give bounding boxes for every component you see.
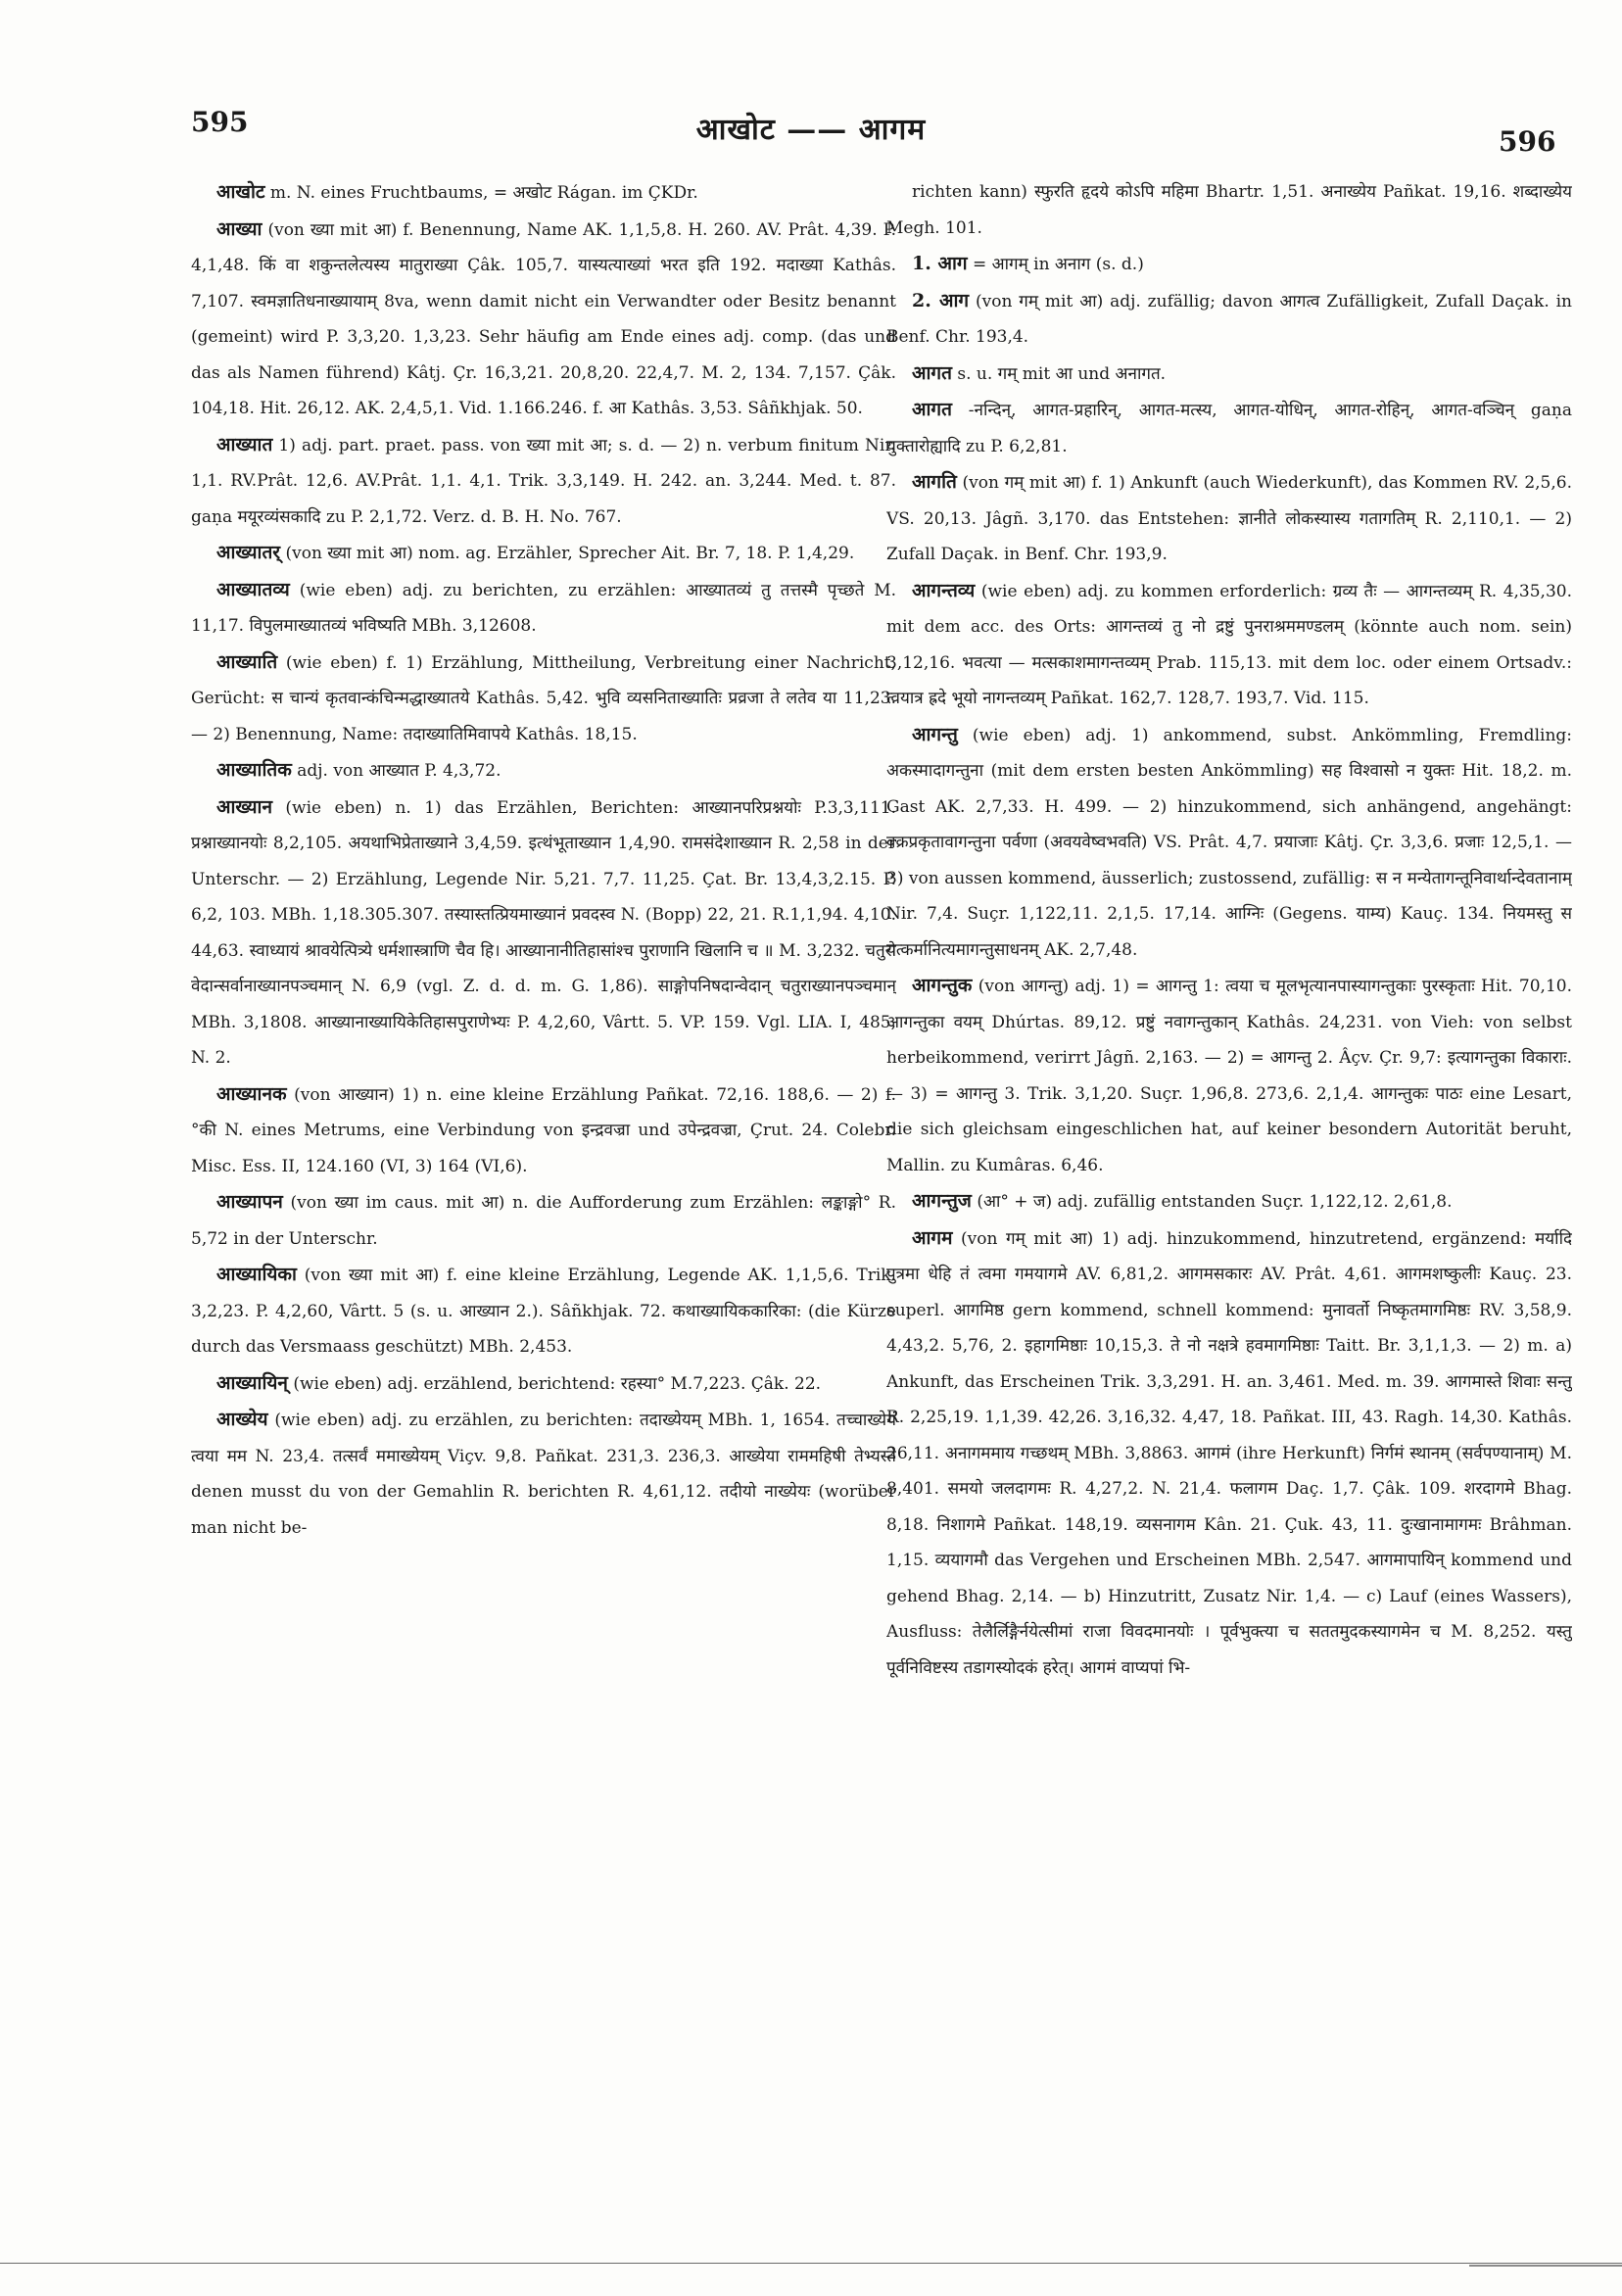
dictionary-entry (191, 645, 896, 753)
dictionary-entry (191, 1402, 896, 1546)
entry-text: m. N. eines Fruchtbaums, = अखोट Rágan. im ÇKDr. (269, 183, 698, 203)
entry-headword: आगत (912, 361, 952, 384)
dictionary-entry (191, 1257, 896, 1365)
dictionary-entry (191, 572, 896, 645)
entry-text: s. u. गम् mit आ und अनागत. (957, 363, 1167, 384)
dictionary-entry (191, 1365, 896, 1403)
entry-text: (wie eben) n. 1) das Erzählen, Berichten: आख्यानपरिप्रश्नयोः P.3,3,111. प्रश्नाख्यानयोः 8,2,105. अयथाभिप्रेताख्याने 3,4,59. इत्थंभूताख्यान 1,4,90. रामसंदेशाख्यान R. 2,58 in der Unterschr. — 2) Erzählung, Legende Nir. 5,21. 7,7. 11,25. Çat. Br. 13,4,3,2.15. P. 6,2, 103. MBh. 1,18.305.307. तस्यास्तत्प्रियमाख्यानं प्रवदस्व N. (Bopp) 22, 21. R.1,1,94. 4,10. 44,63. स्वाध्यायं श्रावयेत्पित्र्ये धर्मशास्त्राणि चैव हि। आख्यानानीतिहासांश्च पुराणानि खिलानि च ॥ M. 3,232. चतुरो वेदान्सर्वानाख्यानपञ्चमान् N. 6,9 (vgl. Z. d. d. m. G. 1,86). साङ्गोपनिषदान्वेदान् चतुराख्यानपञ्चमान् MBh. 3,1808. आख्यानाख्यायिकेतिहासपुराणेभ्यः P. 4,2,60, Vârtt. 5. VP. 159. Vgl. LIA. I, 485, N. 2. (191, 797, 896, 1068)
entry-headword: आगन्तव्य (912, 579, 976, 601)
entry-text: (wie eben) adj. erzählend, berichtend: रहस्या° M.7,223. Çâk. 22. (293, 1373, 822, 1394)
dictionary-entry (191, 535, 896, 572)
entry-text: (von गम् mit आ) 1) adj. hinzukommend, hinzutretend, ergänzend: मर्यादि पुत्रमा धेहि तं त्वमा गमयागमे AV. 6,81,2. आगमसकारः AV. Prât. 4,61. आगमशष्कुलीः Kauç. 23. superl. आगमिष्ठ gern kommend, schnell kommend: मुनावर्तो निष्कृतमागमिष्ठः RV. 3,58,9. 4,43,2. 5,76, 2. इहागमिष्ठाः 10,15,3. ते नो नक्षत्रे हवमागमिष्ठाः Taitt. Br. 3,1,1,3. — 2) m. a) Ankunft, das Erscheinen Trik. 3,3,291. H. an. 3,461. Med. m. 39. आगमास्ते शिवाः सन्तु R. 2,25,19. 1,1,39. 42,26. 3,16,32. 4,47, 18. Pañkat. III, 43. Ragh. 14,30. Kathâs. 26,11. अनागममाय गच्छथम् MBh. 3,8863. आगमं (ihre Herkunft) निर्गमं स्थानम् (सर्वपण्यानाम्) M. 8,401. समयो जलदागमः R. 4,27,2. N. 21,4. फलागम Daç. 1,7. Çâk. 109. शरदागमे Bhag. 8,18. निशागमे Pañkat. 148,19. व्यसनागम Kân. 21. Çuk. 43, 11. दुःखानामागमः Brâhman. 1,15. व्ययागमौ das Vergehen und Erscheinen MBh. 2,547. आगमापायिन् kommend und gehend Bhag. 2,14. — b) Hinzutritt, Zusatz Nir. 1,4. — c) Lauf (eines Wassers), Ausfluss: तेलैर्लिङ्गैर्नयेत्सीमां राजा विवदमानयोः । पूर्वभुक्त्या च सततमुदकस्यागमेन च M. 8,252. यस्तु पूर्वनिविष्टस्य तडागस्योदकं हरेत्। आगमं वाप्यपां भि- (886, 1228, 1572, 1678)
entry-headword: आख्येय (216, 1409, 268, 1430)
dictionary-entry (191, 752, 896, 789)
entry-headword: 1. आग (912, 253, 968, 274)
entry-text: (von ख्या mit आ) f. eine kleine Erzählung, Legende AK. 1,1,5,6. Trik. 3,2,23. P. 4,2,60, Vârtt. 5 (s. u. आख्यान 2.). Sâñkhjak. 72. कथाख्यायिककारिका: (die Kürze durch das Versmaass geschützt) MBh. 2,453. (191, 1266, 896, 1357)
entry-text: -नन्दिन्, आगत-प्रहारिन्, आगत-मत्स्य, आगत-योधिन्, आगत-रोहिन्, आगत-वञ्चिन् gaṇa युक्तारोह्यादि zu P. 6,2,81. (886, 401, 1572, 456)
dictionary-entry (191, 789, 896, 1076)
entry-text: (wie eben) adj. 1) ankommend, subst. Ankömmling, Fremdling: अकस्मादागन्तुना (mit dem ersten besten Ankömmling) सह विश्वासो न युक्तः Hit. 18,2. m. Gast AK. 2,7,33. H. 499. — 2) hinzukommend, sich anhängend, angehängt: वक्रप्रकृतावागन्तुना पर्वणा (अवयवेष्वभवति) VS. Prât. 4,7. प्रयाजाः Kâtj. Çr. 3,3,6. प्रजाः 12,5,1. — 3) von aussen kommend, äusserlich; zustossend, zufällig: स न मन्येतागन्तूनिवार्थान्देवतानाम् Nir. 7,4. Suçr. 1,122,11. 2,1,5. 17,14. आग्निः (Gegens. याम्य) Kauç. 134. नियमस्तु स यत्कर्मानित्यमागन्तुसाधनम् AK. 2,7,48. (886, 725, 1572, 960)
entry-text: 1) adj. part. praet. pass. von ख्या mit आ; s. d. — 2) n. verbum finitum Nir. 1,1. RV.Prât. 12,6. AV.Prât. 1,1. 4,1. Trik. 3,3,149. H. 242. an. 3,244. Med. t. 87. gaṇa मयूरव्यंसकादि zu P. 2,1,72. Verz. d. B. H. No. 767. (191, 435, 896, 527)
dictionary-entry (886, 1220, 1572, 1687)
entry-text: (wie eben) adj. zu kommen erforderlich: ग्रव्य तैः — आगन्तव्यम् R. 4,35,30. mit dem acc. des Orts: आगन्तव्यं तु नो द्रष्टुं पुनराश्रममण्डलम् (könnte auch nom. sein) 3,12,16. भवत्या — मत्सकाशमागन्तव्यम् Prab. 115,13. mit dem loc. oder einem Ortsadv.: त्वयात्र ह्रदे भूयो नागन्तव्यम् Pañkat. 162,7. 128,7. 193,7. Vid. 115. (886, 581, 1572, 708)
dictionary-entry (886, 968, 1572, 1183)
page-number-left: 595 (191, 106, 249, 138)
dictionary-entry (191, 212, 896, 427)
entry-headword: आख्यातव्य (216, 578, 290, 600)
entry-text: adj. von आख्यात P. 4,3,72. (297, 761, 501, 781)
dictionary-entry (191, 174, 896, 212)
entry-headword: आख्यातर् (216, 542, 281, 563)
entry-text: (von गम् mit आ) f. 1) Ankunft (auch Wiederkunft), das Kommen RV. 2,5,6. VS. 20,13. Jâgñ. 3,170. das Entstehen: ज्ञानीते लोकस्यास्य गतागतिम् R. 2,110,1. — 2) Zufall Daçak. in Benf. Chr. 193,9. (886, 473, 1572, 564)
entry-headword: आगन्तुज (912, 1190, 972, 1212)
entry-headword: आख्या (216, 217, 262, 240)
entry-text: (von ख्या mit आ) nom. ag. Erzähler, Sprecher Ait. Br. 7, 18. P. 1,4,29. (285, 544, 855, 563)
dictionary-entry (886, 356, 1572, 393)
page-number-right: 596 (1499, 125, 1556, 158)
entry-headword: आख्यान (216, 795, 273, 818)
entry-headword: आगन्तुक (912, 975, 973, 996)
dictionary-entry (886, 573, 1572, 717)
entry-headword: 2. आग (912, 289, 970, 311)
left-column (191, 174, 896, 2094)
entry-text: (von गम् mit आ) adj. zufällig; davon आगत्व Zufälligkeit, Zufall Daçak. in Benf. Chr. 193,4. (886, 291, 1572, 347)
entry-headword: आख्यापन (216, 1191, 283, 1213)
entry-text: (आ° + ज) adj. zufällig entstanden Suçr. 1,122,12. 2,61,8. (977, 1192, 1453, 1212)
entry-text: (von ख्या im caus. mit आ) n. die Aufforderung zum Erzählen: लङ्काङ्गो° R. 5,72 in der Unterschr. (191, 1193, 896, 1249)
dictionary-entry (191, 1184, 896, 1257)
running-head: आखोट —— आगम (695, 113, 927, 147)
dictionary-entry (886, 1183, 1572, 1220)
entry-headword: आख्यानक (216, 1082, 287, 1105)
dictionary-entry (886, 246, 1572, 283)
right-column (886, 174, 1572, 2094)
entry-headword: आगम (912, 1226, 953, 1249)
dictionary-entry (886, 174, 1572, 246)
bottom-rule (0, 2263, 1622, 2264)
dictionary-entry (886, 717, 1572, 969)
dictionary-entry (191, 1076, 896, 1185)
entry-text: richten kann) स्फुरति हृदये कोऽपि महिमा Bhartr. 1,51. अनाख्येय Pañkat. 19,16. शब्दाख्येय Megh. 101. (886, 182, 1572, 238)
entry-text: (wie eben) f. 1) Erzählung, Mittheilung, Verbreitung einer Nachricht, Gerücht: स चान्यं कृतवान्कंचिन्मद्धाख्यातये Kathâs. 5,42. भुवि व्यसनिताख्यातिः प्रव्रजा ते लतेव या 11,23. — 2) Benennung, Name: तदाख्यातिमिवापये Kathâs. 18,15. (191, 652, 896, 744)
entry-headword: आख्यातिक (216, 759, 292, 781)
dictionary-entry (886, 283, 1572, 356)
dictionary-entry (886, 392, 1572, 464)
entry-headword: आख्याति (216, 650, 278, 673)
entry-text: (von आख्यान) 1) n. eine kleine Erzählung Pañkat. 72,16. 188,6. — 2) f. °की N. eines Metrums, eine Verbindung von इन्द्रवज्रा und उपेन्द्रवज्रा, Çrut. 24. Colebr. Misc. Ess. II, 124.160 (VI, 3) 164 (VI,6). (191, 1084, 896, 1176)
dictionary-entry (191, 427, 896, 536)
bottom-rule-accent (1469, 2265, 1622, 2267)
entry-headword: आख्यायिन् (216, 1371, 288, 1394)
entry-text: (von ख्या mit आ) f. Benennung, Name AK. 1,1,5,8. H. 260. AV. Prât. 4,39. P. 4,1,48. किं वा शकुन्तलेत्यस्य मातुराख्या Çâk. 105,7. यास्यत्याख्यां भरत इति 192. मदाख्या Kathâs. 7,107. स्वमज्ञातिधनाख्यायाम् 8va, wenn damit nicht ein Verwandter oder Besitz benannt (gemeint) wird P. 3,3,20. 1,3,23. Sehr häufig am Ende eines adj. comp. (das und das als Namen führend) Kâtj. Çr. 16,3,21. 20,8,20. 22,4,7. M. 2, 134. 7,157. Çâk. 104,18. Hit. 26,12. AK. 2,4,5,1. Vid. 1.166.246. f. आ Kathâs. 3,53. Sâñkhjak. 50. (191, 219, 896, 418)
entry-headword: आखोट (216, 181, 265, 203)
entry-headword: आगत (912, 399, 952, 420)
entry-text: (wie eben) adj. zu erzählen, zu berichten: तदाख्येयम् MBh. 1, 1654. तच्चाख्येयं त्वया मम N. 23,4. तत्सर्वं ममाख्येयम् Viçv. 9,8. Pañkat. 231,3. 236,3. आख्येया राममहिषी तेभ्यस्ते denen musst du von der Gemahlin R. berichten R. 4,61,12. तदीयो नाख्येयः (worüber man nicht be- (191, 1411, 896, 1538)
entry-text: = आगम् in अनाग (s. d.) (972, 255, 1144, 274)
entry-headword: आख्यात (216, 433, 273, 455)
entry-text: (wie eben) adj. zu berichten, zu erzählen: आख्यातव्यं तु तत्तस्मै पृच्छते M. 11,17. विपुलमाख्यातव्यं भविष्यति MBh. 3,12608. (191, 580, 896, 636)
entry-headword: आगति (912, 471, 957, 493)
entry-headword: आख्यायिका (216, 1264, 297, 1285)
dictionary-entry (886, 464, 1572, 573)
entry-headword: आगन्तु (912, 723, 958, 745)
entry-text: (von आगन्तु) adj. 1) = आगन्तु 1: त्वया च मूलभृत्यानपास्यागन्तुकाः पुरस्कृताः Hit. 70,10. आगन्तुका वयम् Dhúrtas. 89,12. प्रष्टुं नवागन्तुकान् Kathâs. 24,231. von Vieh: von selbst herbeikommend, verirrt Jâgñ. 2,163. — 2) = आगन्तु 2. Âçv. Çr. 9,7: इत्यागन्तुका विकाराः. — 3) = आगन्तु 3. Trik. 3,1,20. Suçr. 1,96,8. 273,6. 2,1,4. आगन्तुकः पाठः eine Lesart, die sich gleichsam eingeschlichen hat, auf keiner besondern Autorität beruht, Mallin. zu Kumâras. 6,46. (886, 977, 1572, 1175)
